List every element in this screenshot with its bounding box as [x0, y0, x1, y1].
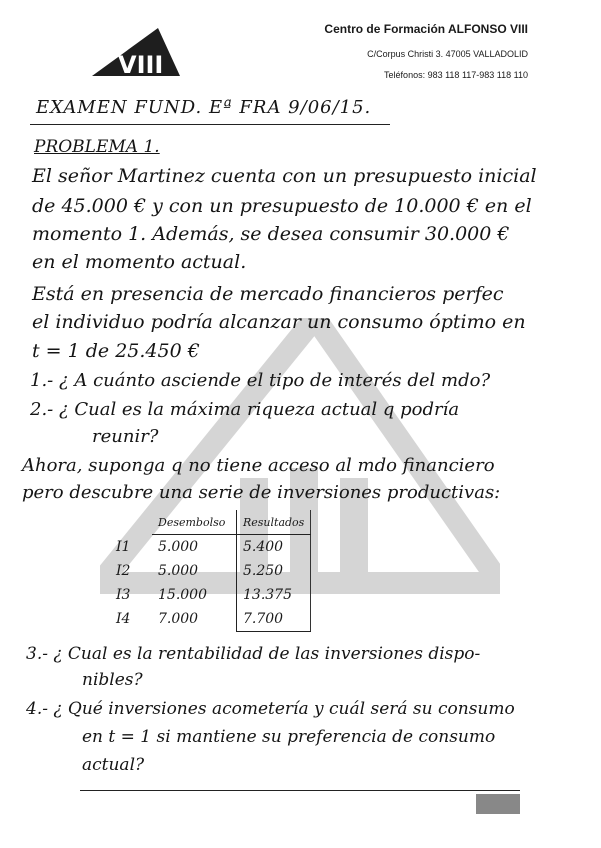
table-cell: 7.000 [152, 607, 237, 632]
table-cell: 5.000 [152, 535, 237, 560]
question-2: 2.- ¿ Cual es la máxima riqueza actual q podría [30, 399, 460, 420]
problem-title: PROBLEMA 1. [34, 137, 160, 157]
now-line-1: Ahora, suponga q no tiene acceso al mdo financiero [22, 455, 495, 476]
question-4-cont-2: actual? [82, 755, 145, 775]
logo-text: VIII [118, 51, 164, 78]
table-cell: 5.400 [237, 535, 311, 560]
statement-line-1: El señor Martinez cuenta con un presupuesto inicial [32, 165, 537, 187]
table-row [110, 583, 311, 607]
table-cell: 5.000 [152, 559, 237, 583]
table-row [110, 535, 311, 560]
header-phones: Teléfonos: 983 118 117-983 118 110 [384, 70, 528, 80]
table-cell: I4 [116, 611, 131, 628]
footer-gray-block [476, 794, 520, 814]
exam-heading: EXAMEN FUND. Eª FRA 9/06/15. [36, 97, 372, 118]
table-row [110, 559, 311, 583]
heading-underline [30, 124, 390, 125]
table-header-cell [110, 510, 152, 535]
logo [92, 28, 180, 78]
table-cell: 7.700 [237, 607, 311, 632]
logo-emblem [92, 28, 180, 78]
footer-rule [80, 790, 520, 791]
statement-line-3: momento 1. Además, se desea consumir 30.000 € [32, 223, 510, 245]
question-2-cont: reunir? [92, 426, 159, 447]
table-header-cell: Resultados [237, 510, 311, 535]
question-4-cont-1: en t = 1 si mantiene su preferencia de consumo [82, 727, 496, 747]
header-address: C/Corpus Christi 3. 47005 VALLADOLID [367, 49, 528, 59]
table-cell: I2 [116, 563, 131, 579]
table-header-cell: Desembolso [152, 510, 237, 535]
table-header-row [110, 510, 311, 535]
statement-line-4: en el momento actual. [32, 251, 247, 273]
table-cell: I1 [116, 538, 131, 555]
table-cell: 5.250 [237, 559, 311, 583]
question-4: 4.- ¿ Qué inversiones acometería y cuál será su consumo [26, 699, 515, 719]
market-line-2: el individuo podría alcanzar un consumo óptimo en [32, 311, 526, 333]
header-title: Centro de Formación ALFONSO VIII [324, 22, 528, 36]
question-3-cont: nibles? [82, 670, 143, 690]
question-1: 1.- ¿ A cuánto asciende el tipo de interés del mdo? [30, 370, 491, 391]
now-line-2: pero descubre una serie de inversiones productivas: [22, 482, 501, 503]
table-cell: I3 [116, 587, 131, 603]
table-row [110, 607, 311, 632]
table-cell: 13.375 [237, 583, 311, 607]
market-line-1: Está en presencia de mercado financieros perfec [32, 283, 504, 305]
market-line-3: t = 1 de 25.450 € [32, 340, 200, 362]
question-3: 3.- ¿ Cual es la rentabilidad de las inversiones dispo- [26, 644, 481, 664]
investments-table [110, 510, 311, 632]
table-cell: 15.000 [152, 583, 237, 607]
statement-line-2: de 45.000 € y con un presupuesto de 10.000 € en el [32, 195, 532, 217]
